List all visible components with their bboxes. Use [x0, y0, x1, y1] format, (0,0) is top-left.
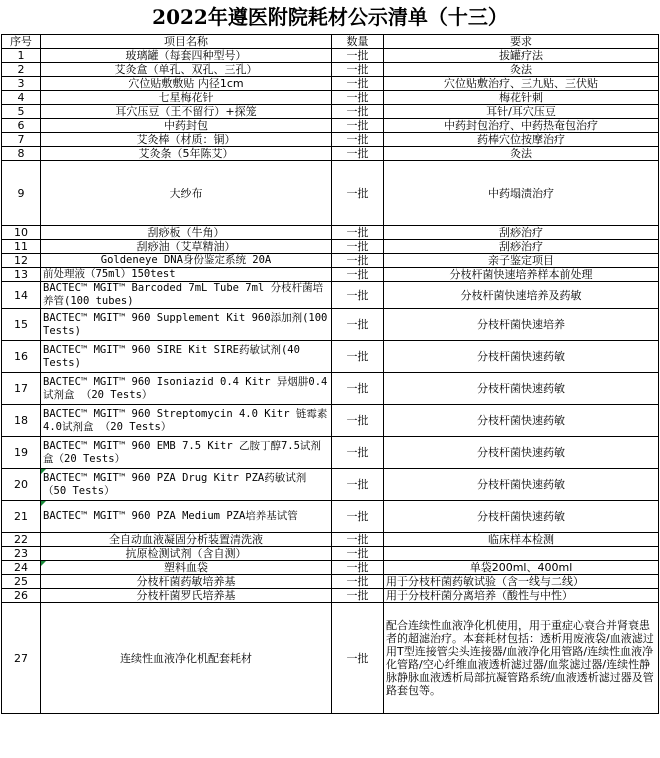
cell-no: 23 [2, 547, 41, 561]
cell-qty: 一批 [332, 469, 384, 501]
cell-no: 8 [2, 147, 41, 161]
cell-req: 灸法 [384, 63, 659, 77]
cell-no: 4 [2, 91, 41, 105]
cell-qty: 一批 [332, 405, 384, 437]
table-row [2, 589, 659, 603]
cell-req: 分枝杆菌快速培养样本前处理 [384, 268, 659, 282]
cell-name: 穴位贴敷敷贴 内径1cm [41, 77, 332, 91]
cell-no: 11 [2, 240, 41, 254]
cell-qty: 一批 [332, 341, 384, 373]
cell-qty: 一批 [332, 63, 384, 77]
cell-name: 大纱布 [41, 161, 332, 226]
cell-req: 刮痧治疗 [384, 226, 659, 240]
table-row [2, 533, 659, 547]
cell-req: 灸法 [384, 147, 659, 161]
cell-req: 中药封包治疗、中药热奄包治疗 [384, 119, 659, 133]
table-row [2, 268, 659, 282]
header-row [2, 35, 659, 49]
cell-qty: 一批 [332, 240, 384, 254]
header-no: 序号 [2, 35, 41, 49]
cell-name: 连续性血液净化机配套耗材 [41, 603, 332, 714]
cell-no: 25 [2, 575, 41, 589]
cell-no: 18 [2, 405, 41, 437]
cell-req: 药棒穴位按摩治疗 [384, 133, 659, 147]
cell-req: 分枝杆菌快速培养 [384, 309, 659, 341]
cell-req [384, 547, 659, 561]
cell-no: 2 [2, 63, 41, 77]
table-row [2, 119, 659, 133]
cell-req: 用于分枝杆菌药敏试验（含一线与二线） [384, 575, 659, 589]
cell-name: 艾灸条（5年陈艾） [41, 147, 332, 161]
table-row [2, 49, 659, 63]
table-row [2, 603, 659, 714]
cell-qty: 一批 [332, 547, 384, 561]
cell-name: 刮痧油（艾草精油） [41, 240, 332, 254]
cell-qty: 一批 [332, 105, 384, 119]
cell-req: 分枝杆菌快速药敏 [384, 501, 659, 533]
cell-name: BACTEC™ MGIT™ 960 EMB 7.5 Kitr 乙胺丁醇7.5试剂盒（20 Tests） [41, 437, 332, 469]
header-req: 要求 [384, 35, 659, 49]
page-title: 2022年遵医附院耗材公示清单（十三） [152, 5, 508, 29]
cell-name: 刮痧板（牛角） [41, 226, 332, 240]
cell-qty: 一批 [332, 119, 384, 133]
cell-no: 17 [2, 373, 41, 405]
cell-req: 分枝杆菌快速培养及药敏 [384, 282, 659, 309]
cell-no: 16 [2, 341, 41, 373]
cell-qty: 一批 [332, 373, 384, 405]
cell-name: Goldeneye DNA身份鉴定系统 20A [41, 254, 332, 268]
cell-qty: 一批 [332, 575, 384, 589]
table-row [2, 561, 659, 575]
cell-req: 分枝杆菌快速药敏 [384, 373, 659, 405]
table-row [2, 501, 659, 533]
cell-qty: 一批 [332, 226, 384, 240]
cell-no: 9 [2, 161, 41, 226]
table-row [2, 77, 659, 91]
cell-no: 14 [2, 282, 41, 309]
cell-name: 玻璃罐（每套四种型号） [41, 49, 332, 63]
cell-qty: 一批 [332, 254, 384, 268]
cell-name: BACTEC™ MGIT™ Barcoded 7mL Tube 7ml 分枝杆菌培养管(100 tubes) [41, 282, 332, 309]
table-row [2, 91, 659, 105]
cell-name: 艾灸棒（材质：铜） [41, 133, 332, 147]
cell-req: 亲子鉴定项目 [384, 254, 659, 268]
table-row [2, 309, 659, 341]
table-row [2, 547, 659, 561]
cell-qty: 一批 [332, 309, 384, 341]
cell-name: 中药封包 [41, 119, 332, 133]
cell-req: 刮痧治疗 [384, 240, 659, 254]
cell-name: 全自动血液凝固分析装置清洗液 [41, 533, 332, 547]
cell-name: 艾灸盒（单孔、双孔、三孔） [41, 63, 332, 77]
cell-name: BACTEC™ MGIT™ 960 Supplement Kit 960添加剂(100 Tests) [41, 309, 332, 341]
cell-req: 分枝杆菌快速药敏 [384, 405, 659, 437]
cell-no: 10 [2, 226, 41, 240]
cell-no: 22 [2, 533, 41, 547]
cell-no: 15 [2, 309, 41, 341]
table-row [2, 341, 659, 373]
cell-name: BACTEC™ MGIT™ 960 Isoniazid 0.4 Kitr 异烟肼0.4试剂盒 （20 Tests） [41, 373, 332, 405]
cell-no: 5 [2, 105, 41, 119]
cell-no: 24 [2, 561, 41, 575]
cell-req: 拔罐疗法 [384, 49, 659, 63]
consumables-table [1, 34, 659, 714]
cell-req: 分枝杆菌快速药敏 [384, 469, 659, 501]
cell-name: 塑料血袋 [41, 561, 332, 575]
cell-no: 26 [2, 589, 41, 603]
cell-no: 3 [2, 77, 41, 91]
table-row [2, 373, 659, 405]
cell-req: 中药塌渍治疗 [384, 161, 659, 226]
table-row [2, 105, 659, 119]
cell-qty: 一批 [332, 603, 384, 714]
cell-qty: 一批 [332, 501, 384, 533]
cell-qty: 一批 [332, 49, 384, 63]
table-row [2, 469, 659, 501]
cell-no: 12 [2, 254, 41, 268]
cell-name: 七星梅花针 [41, 91, 332, 105]
table-row [2, 575, 659, 589]
cell-no: 6 [2, 119, 41, 133]
table-row [2, 63, 659, 77]
cell-no: 7 [2, 133, 41, 147]
table-row [2, 405, 659, 437]
table-body [2, 49, 659, 714]
cell-no: 21 [2, 501, 41, 533]
cell-name: 耳穴压豆（王不留行）+探笼 [41, 105, 332, 119]
cell-qty: 一批 [332, 77, 384, 91]
cell-qty: 一批 [332, 133, 384, 147]
cell-no: 1 [2, 49, 41, 63]
table-row [2, 240, 659, 254]
cell-no: 19 [2, 437, 41, 469]
cell-qty: 一批 [332, 147, 384, 161]
header-name: 项目名称 [41, 35, 332, 49]
cell-qty: 一批 [332, 282, 384, 309]
cell-qty: 一批 [332, 161, 384, 226]
cell-no: 27 [2, 603, 41, 714]
cell-qty: 一批 [332, 589, 384, 603]
cell-qty: 一批 [332, 268, 384, 282]
cell-name: 抗原检测试剂（含自测） [41, 547, 332, 561]
table-row [2, 133, 659, 147]
cell-req: 用于分枝杆菌分离培养（酸性与中性） [384, 589, 659, 603]
table-row [2, 437, 659, 469]
cell-name: BACTEC™ MGIT™ 960 SIRE Kit SIRE药敏试剂(40 Tests) [41, 341, 332, 373]
table-row [2, 254, 659, 268]
cell-req: 分枝杆菌快速药敏 [384, 437, 659, 469]
cell-name: BACTEC™ MGIT™ 960 PZA Drug Kitr PZA药敏试剂 （50 Tests） [41, 469, 332, 501]
cell-name: 前处理液（75ml）150test [41, 268, 332, 282]
cell-qty: 一批 [332, 561, 384, 575]
cell-name: BACTEC™ MGIT™ 960 Streptomycin 4.0 Kitr 链霉素4.0试剂盒 （20 Tests） [41, 405, 332, 437]
table-row [2, 282, 659, 309]
cell-name: 分枝杆菌罗氏培养基 [41, 589, 332, 603]
cell-req: 梅花针刺 [384, 91, 659, 105]
cell-req: 分枝杆菌快速药敏 [384, 341, 659, 373]
cell-qty: 一批 [332, 91, 384, 105]
cell-no: 20 [2, 469, 41, 501]
cell-qty: 一批 [332, 437, 384, 469]
cell-qty: 一批 [332, 533, 384, 547]
header-qty: 数量 [332, 35, 384, 49]
table-row [2, 147, 659, 161]
table-row [2, 161, 659, 226]
cell-name: BACTEC™ MGIT™ 960 PZA Medium PZA培养基试管 [41, 501, 332, 533]
table-row [2, 226, 659, 240]
cell-req: 穴位贴敷治疗、三九贴、三伏贴 [384, 77, 659, 91]
cell-req: 配合连续性血液净化机使用，用于重症心衰合并肾衰患者的超滤治疗。本套耗材包括：透析用废液袋/血液滤过用T型连接管尖头连接器/血液净化用管路/连续性血液净化管路/空心纤维血液透析滤过器/血浆滤过器/连续性静脉静脉血液透析局部抗凝管路系统/血液透析滤过器及管路套包等。 [384, 603, 659, 714]
cell-req: 耳针/耳穴压豆 [384, 105, 659, 119]
cell-name: 分枝杆菌药敏培养基 [41, 575, 332, 589]
cell-req: 临床样本检测 [384, 533, 659, 547]
cell-req: 单袋200ml、400ml [384, 561, 659, 575]
cell-no: 13 [2, 268, 41, 282]
